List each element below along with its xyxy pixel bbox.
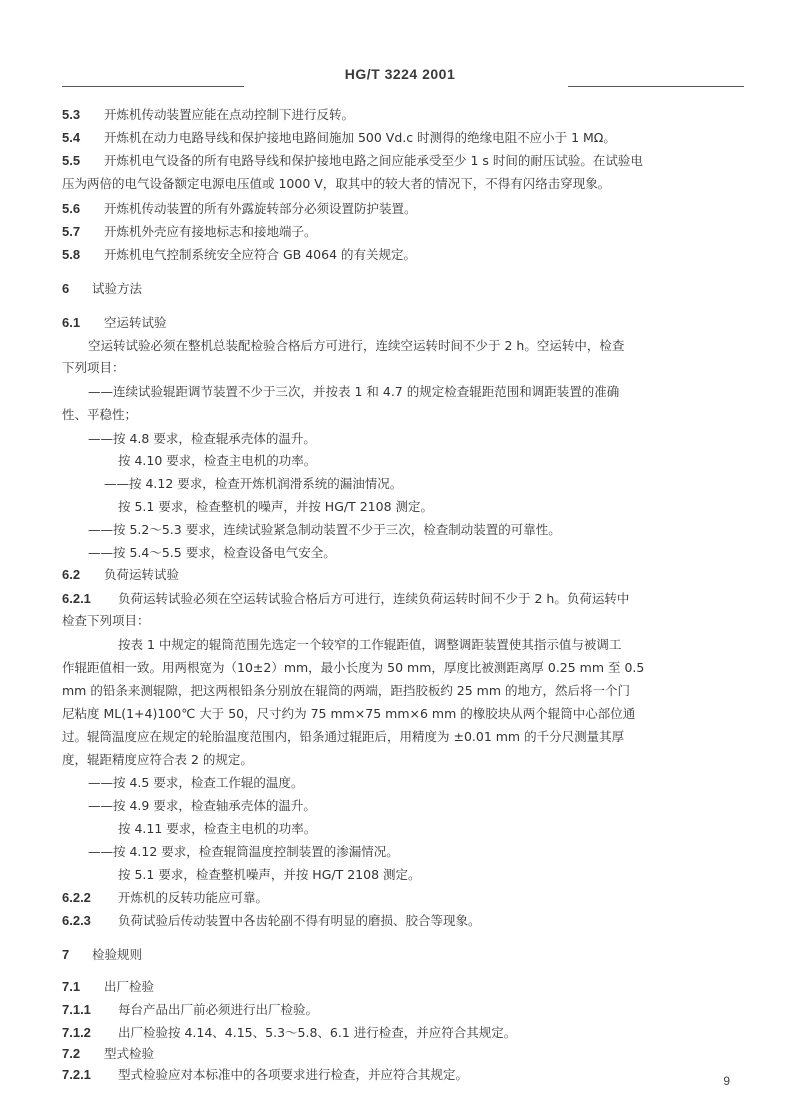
item-text: 开炼机电气控制系统安全应符合 GB 4064 的有关规定。 — [104, 247, 416, 262]
item-num: 5.8 — [62, 247, 81, 262]
para-line: 作辊距值相一致。用两根宽为（10±2）mm，最小长度为 50 mm，厚度比被测距离厚 0.25 mm 至 0.5 — [62, 660, 645, 675]
page-header — [0, 66, 800, 90]
section-title: 检验规则 — [92, 947, 143, 962]
para-line: 按 4.11 要求，检查主电机的功率。 — [118, 821, 317, 836]
para-line: ——按 4.5 要求，检查工作辊的温度。 — [88, 775, 304, 790]
clause-num: 7.2.1 — [62, 1067, 91, 1082]
item-num: 5.4 — [62, 130, 81, 145]
item-num: 5.6 — [62, 201, 81, 216]
para-line: ——按 4.12 要求，检查辊筒温度控制装置的渗漏情况。 — [88, 844, 399, 859]
subsection-num: 6.1 — [62, 315, 81, 330]
clause-num: 6.2.2 — [62, 890, 91, 905]
section-num: 7 — [62, 947, 70, 962]
item-num: 5.5 — [62, 153, 81, 168]
para-line: ——按 5.4～5.5 要求，检查设备电气安全。 — [88, 545, 336, 560]
para-line: 负荷试验后传动装置中各齿轮副不得有明显的磨损、胶合等现象。 — [118, 913, 481, 928]
para-line: 检查下列项目： — [62, 613, 150, 628]
para-line: ——按 4.9 要求，检查轴承壳体的温升。 — [88, 798, 316, 813]
clause-num: 7.1.1 — [62, 1002, 91, 1017]
para-line: ——按 4.8 要求，检查辊承壳体的温升。 — [88, 431, 316, 446]
clause-num: 6.2.3 — [62, 913, 91, 928]
subsection-num: 7.2 — [62, 1046, 81, 1061]
para-line: 度，辊距精度应符合表 2 的规定。 — [62, 752, 253, 767]
item-text: 开炼机传动装置的所有外露旋转部分必须设置防护装置。 — [104, 201, 417, 216]
item-text: 开炼机传动装置应能在点动控制下进行反转。 — [104, 107, 355, 122]
para-line: 空运转试验必须在整机总装配检验合格后方可进行，连续空运转时间不少于 2 h。空运转中，检查 — [88, 338, 625, 353]
item-num: 5.7 — [62, 224, 81, 239]
para-line: 按 5.1 要求，检查整机的噪声，并按 HG/T 2108 测定。 — [118, 499, 433, 514]
para-line: 尼粘度 ML(1+4)100℃ 大于 50，尺寸约为 75 mm×75 mm×6 mm 的橡胶块从两个辊筒中心部位通 — [62, 706, 636, 721]
para-line: 每台产品出厂前必须进行出厂检验。 — [118, 1002, 319, 1017]
para-line: 性、平稳性； — [62, 407, 138, 422]
standard-code: HG/T 3224 2001 — [344, 66, 456, 82]
para-line: 下列项目： — [62, 360, 125, 375]
para-line: ——连续试验辊距调节装置不少于三次，并按表 1 和 4.7 的规定检查辊距范围和调距装置的准确 — [88, 384, 620, 399]
para-line: 开炼机的反转功能应可靠。 — [118, 890, 269, 905]
para-line: ——按 4.12 要求，检查开炼机润滑系统的漏油情况。 — [104, 476, 403, 491]
section-title: 试验方法 — [92, 281, 143, 296]
item-num: 5.3 — [62, 107, 81, 122]
subsection-num: 7.1 — [62, 979, 81, 994]
header-rule-left — [62, 86, 244, 87]
page-number: 9 — [723, 1074, 730, 1088]
para-line: mm 的铅条来测辊隙，把这两根铅条分别放在辊筒的两端，距挡胶板约 25 mm 的地方，然后将一个门 — [62, 683, 631, 698]
section-num: 6 — [62, 281, 70, 296]
para-line: 负荷运转试验必须在空运转试验合格后方可进行，连续负荷运转时间不少于 2 h。负荷运转中 — [118, 591, 630, 606]
subsection-title: 出厂检验 — [104, 979, 155, 994]
subsection-title: 型式检验 — [104, 1046, 155, 1061]
clause-num: 7.1.2 — [62, 1025, 91, 1040]
para-line: 出厂检验按 4.14、4.15、5.3～5.8、6.1 进行检查，并应符合其规定。 — [118, 1025, 517, 1040]
para-line: 型式检验应对本标准中的各项要求进行检查，并应符合其规定。 — [118, 1067, 469, 1082]
item-text: 开炼机外壳应有接地标志和接地端子。 — [104, 224, 317, 239]
item-text: 开炼机在动力电路导线和保护接地电路间施加 500 Vd.c 时测得的绝缘电阻不应小于 1 MΩ。 — [104, 130, 616, 145]
para-line: ——按 5.2～5.3 要求，连续试验紧急制动装置不少于三次，检查制动装置的可靠性。 — [88, 522, 561, 537]
item-text: 开炼机电气设备的所有电路导线和保护接地电路之间应能承受至少 1 s 时间的耐压试验。在试验电 — [104, 153, 643, 168]
subsection-title: 负荷运转试验 — [104, 567, 180, 582]
subsection-num: 6.2 — [62, 567, 81, 582]
item-text: 压为两倍的电气设备额定电源电压值或 1000 V，取其中的较大者的情况下，不得有闪络击穿现象。 — [62, 176, 611, 191]
clause-num: 6.2.1 — [62, 591, 91, 606]
header-rule-right — [568, 86, 744, 87]
subsection-title: 空运转试验 — [104, 315, 167, 330]
para-line: 按 4.10 要求，检查主电机的功率。 — [118, 453, 317, 468]
para-line: 过。辊筒温度应在规定的轮胎温度范围内，铅条通过辊距后，用精度为 ±0.01 mm 的千分尺测量其厚 — [62, 729, 625, 744]
para-line: 按表 1 中规定的辊筒范围先选定一个较窄的工作辊距值，调整调距装置使其指示值与被调工 — [118, 637, 622, 652]
para-line: 按 5.1 要求，检查整机噪声，并按 HG/T 2108 测定。 — [118, 867, 421, 882]
